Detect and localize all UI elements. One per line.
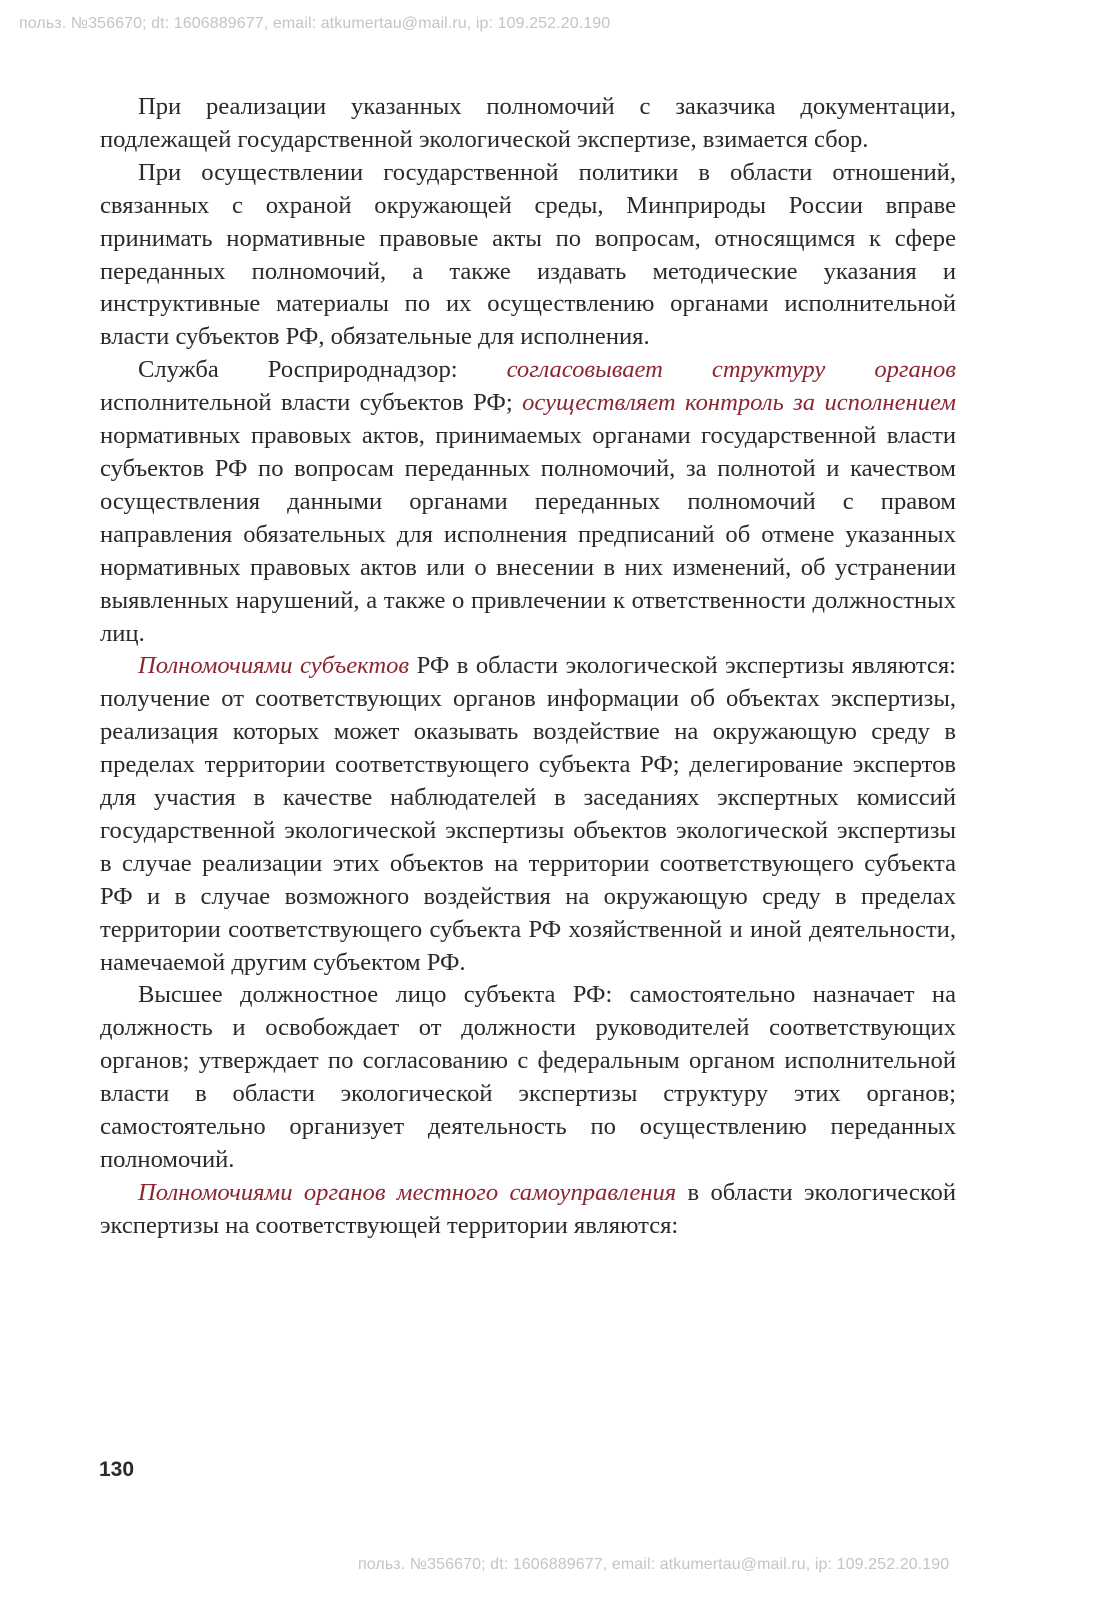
paragraph-ministry-powers: При осуществлении государственной политики в области отношений, связанных с охраной окружающей среды, Минприроды России вправе принимать нормативные правовые акты по вопросам, относящимся к сфере переданных полномочий, а также издавать методические указания и инструктивные материалы по их осуществлению органами исполнительной власти субъектов РФ, обязательные для исполнения. <box>100 158 956 351</box>
paragraph-local-government <box>100 1177 956 1243</box>
paragraph-text: РФ в области экологической экспертизы являются: получение от соответствующих органов информации об объектах экспертизы, реализация которых может оказывать воздействие на окружающую среду в пределах территории соответствующего субъекта РФ; делегирование экспертов для участия в качестве наблюдателей в заседаниях экспертных комиссий государственной экологической экспертизы объектов экологической экспертизы в случае реализации этих объектов на территории соответствующего субъекта РФ и в случае возможного воздействия на окружающую среду в пределах территории соответствующего субъекта РФ хозяйственной и иной деятельности, намечаемой другим субъектом РФ. <box>100 652 956 976</box>
paragraph-rosprirodnadzor <box>100 354 956 650</box>
paragraph-subject-powers <box>100 650 956 979</box>
page-body <box>100 91 956 1243</box>
paragraph-chief-official: Высшее должностное лицо субъекта РФ: самостоятельно назначает на должность и освобождает от должности руководителей соответствующих органов; утверждает по согласованию с федеральным органом исполнительной власти в области экологической экспертизы структуру этих органов; самостоятельно организует деятельность по осуществлению переданных полномочий. <box>100 981 956 1173</box>
watermark-top: польз. №356670; dt: 1606889677, email: atkumertau@mail.ru, ip: 109.252.20.190 <box>19 15 611 32</box>
emphasis-term: Полномочиями органов местного самоуправления <box>138 1178 677 1206</box>
watermark-bottom: польз. №356670; dt: 1606889677, email: atkumertau@mail.ru, ip: 109.252.20.190 <box>358 1556 950 1573</box>
paragraph-text: исполнительной власти субъектов РФ; <box>100 389 523 417</box>
paragraph-text: Служба Росприроднадзор: <box>138 356 507 384</box>
emphasis-term: согласовывает структуру органов <box>506 356 956 384</box>
page-number: 130 <box>99 1458 135 1481</box>
emphasis-term: Полномочиями субъектов <box>138 652 410 680</box>
paragraph-text: нормативных правовых актов, принимаемых органами государственной власти субъектов РФ по вопросам переданных полномочий, за полнотой и качеством осуществления данными органами переданных полномочий с правом направления обязательных для исполнения предписаний об отмене указанных нормативных правовых актов или о внесении в них изменений, об устранении выявленных нарушений, а также о привлечении к ответственности должностных лиц. <box>100 422 956 647</box>
emphasis-term: осуществляет контроль за исполнением <box>522 389 956 417</box>
paragraph-text: в области экологической экспертизы на соответствующей территории являются: <box>100 1178 956 1239</box>
paragraph-fee: При реализации указанных полномочий с заказчика документации, подлежащей государственной экологической экспертизе, взимается сбор. <box>100 93 956 153</box>
